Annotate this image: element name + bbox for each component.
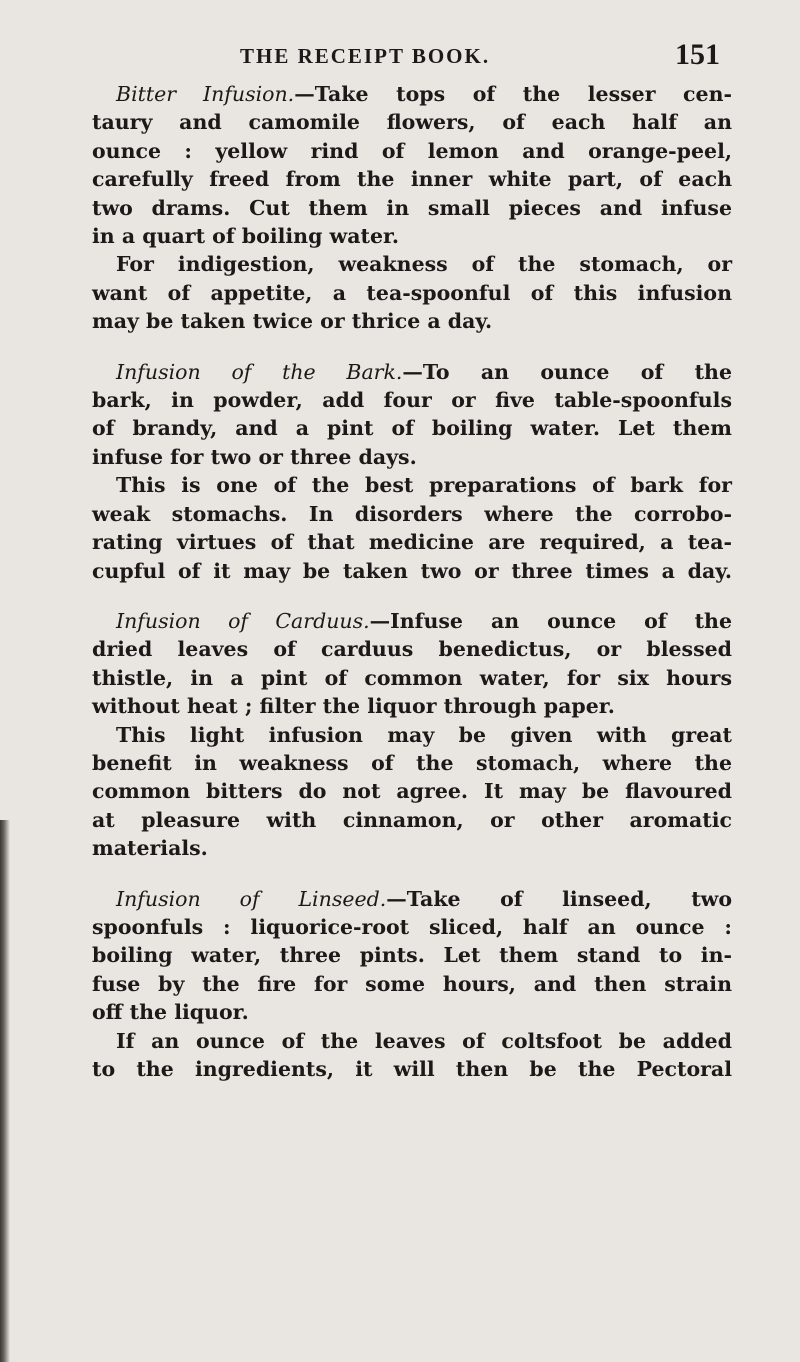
- text-line: This light infusion may be given with great: [116, 722, 732, 747]
- recipe-title: Infusion of Carduus.: [116, 608, 370, 633]
- text-line: thistle, in a pint of common water, for six hours: [92, 665, 732, 690]
- binding-shadow: [0, 820, 10, 1362]
- running-title: THE RECEIPT BOOK.: [240, 44, 491, 68]
- recipe-infusion-of-carduus: [92, 607, 732, 863]
- page-header: [240, 38, 720, 78]
- text-line: may be taken twice or thrice a day.: [92, 309, 493, 334]
- text-line: two drams. Cut them in small pieces and infuse: [92, 195, 732, 220]
- text-line: off the liquor.: [92, 1000, 249, 1025]
- text-line: of brandy, and a pint of boiling water. Let them: [92, 416, 732, 441]
- text-line: want of appetite, a tea-spoonful of this infusion: [92, 280, 732, 305]
- text-line: to the ingredients, it will then be the Pectoral: [92, 1057, 732, 1081]
- text-line: without heat ; filter the liquor through paper.: [92, 694, 615, 719]
- text-line: taury and camomile flowers, of each half an: [92, 110, 732, 135]
- text-line: carefully freed from the inner white part, of each: [92, 167, 732, 192]
- text-line: at pleasure with cinnamon, or other aromatic: [92, 807, 732, 832]
- recipe-title: Infusion of the Bark.: [116, 359, 403, 384]
- recipe-title: Bitter Infusion.: [116, 82, 295, 106]
- text-line: in a quart of boiling water.: [92, 224, 400, 249]
- text-line: Bitter Infusion.—Take tops of the lesser cen-: [116, 82, 732, 106]
- text-line: bark, in powder, add four or five table-spoonfuls: [92, 388, 732, 413]
- text-line: weak stomachs. In disorders where the corrobo-: [92, 501, 732, 526]
- text-line: Infusion of Carduus.—Infuse an ounce of the: [116, 608, 733, 633]
- page-number: 151: [675, 38, 720, 71]
- page-body: [92, 80, 732, 1105]
- text-line: boiling water, three pints. Let them stand to in-: [92, 943, 732, 968]
- text-line: If an ounce of the leaves of coltsfoot be added: [116, 1028, 732, 1053]
- text-line: infuse for two or three days.: [92, 444, 417, 469]
- text-line: dried leaves of carduus benedictus, or blessed: [92, 637, 732, 662]
- text-line: common bitters do not agree. It may be flavoured: [92, 779, 732, 804]
- text-line: materials.: [92, 836, 208, 861]
- text-line: spoonfuls : liquorice-root sliced, half an ounce :: [92, 914, 732, 939]
- recipe-infusion-of-linseed: [92, 885, 732, 1084]
- recipe-title: Infusion of Linseed.: [116, 886, 387, 911]
- text-line: fuse by the fire for some hours, and then strain: [92, 971, 732, 996]
- text-line: rating virtues of that medicine are required, a tea-: [92, 530, 732, 555]
- text-line: This is one of the best preparations of bark for: [116, 473, 732, 498]
- recipe-infusion-of-bark: [92, 358, 732, 585]
- recipe-bitter-infusion: [92, 80, 732, 336]
- text-line: ounce : yellow rind of lemon and orange-peel,: [92, 138, 732, 163]
- text-line: Infusion of the Bark.—To an ounce of the: [116, 359, 732, 384]
- text-line: For indigestion, weakness of the stomach, or: [116, 252, 732, 277]
- text-line: Infusion of Linseed.—Take of linseed, two: [116, 886, 732, 911]
- text-line: benefit in weakness of the stomach, where the: [92, 750, 732, 775]
- text-line: cupful of it may be taken two or three times a day.: [92, 558, 732, 583]
